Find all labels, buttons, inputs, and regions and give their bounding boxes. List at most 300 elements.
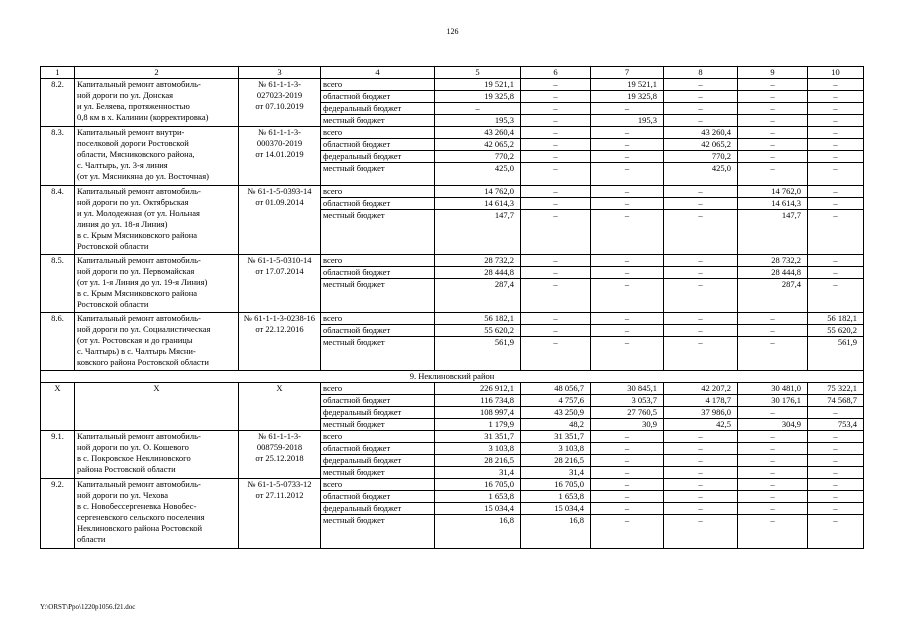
item-document: [239, 127, 321, 186]
item-name-line: Капитальный ремонт автомобиль-: [77, 313, 201, 323]
empty-value: –: [591, 503, 664, 515]
funding-source: федеральный бюджет: [321, 503, 435, 515]
empty-value: –: [521, 115, 591, 127]
empty-value: –: [808, 479, 864, 491]
empty-value: –: [521, 127, 591, 139]
empty-value: –: [664, 431, 738, 443]
funding-source: всего: [321, 127, 435, 139]
item-document-line: от 14.01.2019: [255, 149, 304, 159]
item-document: [239, 255, 321, 313]
empty-value: –: [738, 443, 808, 455]
empty-value: –: [664, 515, 738, 549]
empty-value: –: [591, 515, 664, 549]
item-document-line: 027023-2019: [256, 90, 303, 100]
empty-value: –: [591, 127, 664, 139]
empty-value: –: [664, 186, 738, 198]
page-number: 126: [446, 27, 459, 36]
empty-value: –: [664, 455, 738, 467]
amount-cell: 19 521,1: [435, 79, 521, 91]
item-name-line: ной дороги по ул. Донская: [77, 90, 174, 100]
item-name-line: Ростовской области: [77, 299, 149, 309]
funding-source: местный бюджет: [321, 163, 435, 186]
empty-value: –: [591, 467, 664, 479]
amount-cell: 3 103,8: [435, 443, 521, 455]
funding-source: федеральный бюджет: [321, 407, 435, 419]
column-number: 3: [239, 67, 321, 79]
amount-cell: 42,5: [664, 419, 738, 431]
amount-cell: 48 056,7: [521, 383, 591, 395]
empty-value: –: [738, 103, 808, 115]
item-name-line: линия до ул. 18-я Линия): [77, 219, 168, 229]
funding-source: местный бюджет: [321, 115, 435, 127]
funding-source: областной бюджет: [321, 91, 435, 103]
item-document: [239, 431, 321, 479]
empty-value: –: [591, 186, 664, 198]
amount-cell: 28 732,2: [435, 255, 521, 267]
funding-source: федеральный бюджет: [321, 151, 435, 163]
empty-value: –: [521, 79, 591, 91]
file-path-footer: Y:\ORST\Ppo\1220p1056.f21.doc: [40, 603, 136, 611]
amount-cell: 287,4: [738, 279, 808, 313]
amount-cell: 42 065,2: [664, 139, 738, 151]
empty-value: –: [808, 279, 864, 313]
empty-value: –: [808, 503, 864, 515]
amount-cell: 30,9: [591, 419, 664, 431]
empty-value: –: [664, 255, 738, 267]
empty-value: –: [591, 455, 664, 467]
item-name-line: ковского района Ростовской области: [77, 357, 209, 367]
empty-value: –: [738, 139, 808, 151]
empty-value: –: [738, 467, 808, 479]
empty-value: –: [591, 491, 664, 503]
item-name: [75, 186, 239, 255]
item-name-line: области, Мясниковского района,: [77, 149, 195, 159]
empty-value: –: [808, 127, 864, 139]
empty-value: –: [591, 139, 664, 151]
item-name-line: Неклиновского района Ростовской: [77, 523, 203, 533]
empty-value: –: [738, 91, 808, 103]
empty-value: –: [521, 91, 591, 103]
item-number: 8.3.: [41, 127, 75, 186]
empty-value: –: [591, 443, 664, 455]
item-name-line: Капитальный ремонт автомобиль-: [77, 255, 201, 265]
amount-cell: 28 444,8: [738, 267, 808, 279]
empty-value: –: [664, 443, 738, 455]
item-document-line: № 61-1-1-3-: [258, 127, 301, 137]
funding-source: всего: [321, 79, 435, 91]
item-document-line: № 61-1-1-3-0238-16: [243, 313, 316, 323]
item-document-line: № 61-1-1-3-: [258, 431, 301, 441]
empty-value: –: [591, 151, 664, 163]
empty-value: –: [591, 255, 664, 267]
amount-cell: 425,0: [435, 163, 521, 186]
empty-value: –: [808, 255, 864, 267]
amount-cell: 30 481,0: [738, 383, 808, 395]
item-name: [75, 79, 239, 127]
item-name-line: поселковой дороги Ростовской: [77, 138, 189, 148]
empty-value: –: [521, 337, 591, 371]
empty-value: –: [808, 163, 864, 186]
funding-source: областной бюджет: [321, 325, 435, 337]
empty-value: –: [521, 325, 591, 337]
empty-value: –: [808, 467, 864, 479]
amount-cell: 31 351,7: [435, 431, 521, 443]
empty-value: –: [738, 431, 808, 443]
empty-value: –: [591, 325, 664, 337]
empty-value: –: [664, 467, 738, 479]
empty-value: –: [808, 210, 864, 255]
empty-value: –: [738, 337, 808, 371]
item-name: [75, 431, 239, 479]
amount-cell: 75 322,1: [808, 383, 864, 395]
empty-value: –: [808, 103, 864, 115]
amount-cell: 147,7: [738, 210, 808, 255]
amount-cell: 19 521,1: [591, 79, 664, 91]
item-document-line: № 61-1-5-0393-14: [247, 186, 312, 196]
empty-value: –: [664, 103, 738, 115]
empty-value: –: [521, 198, 591, 210]
empty-value: –: [521, 103, 591, 115]
item-name-line: с. Чалтырь) в с. Чалтырь Мясни-: [77, 346, 196, 356]
item-document-line: от 17.07.2014: [255, 266, 304, 276]
empty-value: –: [591, 267, 664, 279]
column-number-row: [41, 67, 864, 79]
amount-cell: 753,4: [808, 419, 864, 431]
funding-source: областной бюджет: [321, 491, 435, 503]
empty-value: –: [664, 267, 738, 279]
item-name-line: и ул. Молодежная (от ул. Нольная: [77, 208, 200, 218]
empty-value: –: [808, 139, 864, 151]
amount-cell: 56 182,1: [808, 313, 864, 325]
item-name-line: области: [77, 534, 106, 544]
funding-source: местный бюджет: [321, 467, 435, 479]
amount-cell: 27 760,5: [591, 407, 664, 419]
empty-value: –: [591, 479, 664, 491]
item-document-line: от 01.09.2014: [255, 197, 304, 207]
empty-value: –: [591, 313, 664, 325]
item-name-line: в с. Покровское Неклиновского: [77, 453, 191, 463]
item-document-line: 008759-2018: [256, 442, 303, 452]
amount-cell: 55 620,2: [435, 325, 521, 337]
empty-value: –: [521, 139, 591, 151]
item-name-line: Капитальный ремонт внутри-: [77, 127, 185, 137]
funding-source: областной бюджет: [321, 443, 435, 455]
table-row: [41, 383, 864, 395]
item-name-line: Капитальный ремонт автомобиль-: [77, 186, 201, 196]
item-name-line: Капитальный ремонт автомобиль-: [77, 79, 201, 89]
empty-value: –: [808, 443, 864, 455]
item-document-line: от 25.12.2018: [255, 453, 304, 463]
empty-value: –: [808, 455, 864, 467]
item-name-line: ной дороги по ул. Чехова: [77, 490, 169, 500]
empty-value: –: [808, 115, 864, 127]
item-name: [75, 313, 239, 371]
amount-cell: 19 325,8: [591, 91, 664, 103]
funding-source: всего: [321, 479, 435, 491]
item-name: [75, 255, 239, 313]
empty-value: –: [591, 198, 664, 210]
item-name-line: 0,8 км в х. Калинин (корректировка): [77, 112, 209, 122]
amount-cell: 561,9: [808, 337, 864, 371]
total-x-mark: Х: [41, 383, 75, 431]
funding-source: федеральный бюджет: [321, 455, 435, 467]
table-row: [41, 186, 864, 198]
column-number: 2: [75, 67, 239, 79]
item-name: [75, 127, 239, 186]
amount-cell: 4 178,7: [664, 395, 738, 407]
table-row: [41, 255, 864, 267]
amount-cell: 56 182,1: [435, 313, 521, 325]
empty-value: –: [808, 431, 864, 443]
total-x-mark: Х: [239, 383, 321, 431]
amount-cell: 4 757,6: [521, 395, 591, 407]
amount-cell: 287,4: [435, 279, 521, 313]
empty-value: –: [808, 407, 864, 419]
empty-value: –: [591, 337, 664, 371]
item-name-line: в с. Крым Мясниковского района: [77, 230, 198, 240]
item-name-line: ной дороги по ул. Октябрьская: [77, 197, 189, 207]
funding-source: местный бюджет: [321, 279, 435, 313]
empty-value: –: [664, 479, 738, 491]
table-row: [41, 79, 864, 91]
empty-value: –: [664, 115, 738, 127]
item-name-line: Капитальный ремонт автомобиль-: [77, 479, 201, 489]
item-document: [239, 186, 321, 255]
amount-cell: 42 065,2: [435, 139, 521, 151]
item-name-line: Капитальный ремонт автомобиль-: [77, 431, 201, 441]
funding-source: всего: [321, 255, 435, 267]
amount-cell: 1 653,8: [521, 491, 591, 503]
item-name-line: и ул. Беляева, протяженностью: [77, 101, 190, 111]
empty-value: –: [808, 79, 864, 91]
empty-value: –: [808, 186, 864, 198]
empty-value: –: [664, 337, 738, 371]
amount-cell: 770,2: [664, 151, 738, 163]
funding-source: областной бюджет: [321, 267, 435, 279]
empty-value: –: [521, 279, 591, 313]
empty-value: –: [738, 163, 808, 186]
funding-source: всего: [321, 431, 435, 443]
amount-cell: 304,9: [738, 419, 808, 431]
empty-value: –: [521, 186, 591, 198]
item-number: 8.6.: [41, 313, 75, 371]
empty-value: –: [738, 313, 808, 325]
amount-cell: 31,4: [435, 467, 521, 479]
table-row: [41, 479, 864, 491]
item-document-line: 000370-2019: [256, 138, 303, 148]
empty-value: –: [664, 325, 738, 337]
amount-cell: 43 260,4: [664, 127, 738, 139]
empty-value: –: [664, 313, 738, 325]
table-row: [41, 313, 864, 325]
total-x-mark: Х: [75, 383, 239, 431]
empty-value: –: [664, 91, 738, 103]
amount-cell: 43 260,4: [435, 127, 521, 139]
amount-cell: 16 705,0: [521, 479, 591, 491]
amount-cell: 48,2: [521, 419, 591, 431]
item-name-line: ной дороги по ул. О. Кошевого: [77, 442, 189, 452]
item-document: [239, 79, 321, 127]
amount-cell: 1 653,8: [435, 491, 521, 503]
funding-source: всего: [321, 186, 435, 198]
item-document: [239, 479, 321, 549]
empty-value: –: [808, 151, 864, 163]
amount-cell: 43 250,9: [521, 407, 591, 419]
empty-value: –: [521, 151, 591, 163]
item-name-line: ной дороги по ул. Первомайская: [77, 266, 195, 276]
empty-value: –: [664, 79, 738, 91]
item-name-line: в с. Новобессергеневка Новобес-: [77, 501, 197, 511]
empty-value: –: [738, 491, 808, 503]
item-number: 8.2.: [41, 79, 75, 127]
amount-cell: 28 732,2: [738, 255, 808, 267]
amount-cell: 1 179,9: [435, 419, 521, 431]
item-name-line: района Ростовской области: [77, 464, 176, 474]
empty-value: –: [591, 279, 664, 313]
empty-value: –: [808, 91, 864, 103]
amount-cell: 42 207,2: [664, 383, 738, 395]
amount-cell: 14 614,3: [435, 198, 521, 210]
amount-cell: 30 845,1: [591, 383, 664, 395]
column-number: 5: [435, 67, 521, 79]
item-document-line: № 61-1-5-0733-12: [247, 479, 312, 489]
empty-value: –: [435, 103, 521, 115]
table-row: [41, 431, 864, 443]
empty-value: –: [738, 503, 808, 515]
item-document-line: от 27.11.2012: [255, 490, 304, 500]
empty-value: –: [591, 431, 664, 443]
empty-value: –: [808, 198, 864, 210]
amount-cell: 16 705,0: [435, 479, 521, 491]
amount-cell: 28 216,5: [435, 455, 521, 467]
amount-cell: 16,8: [435, 515, 521, 549]
empty-value: –: [664, 491, 738, 503]
amount-cell: 15 034,4: [521, 503, 591, 515]
amount-cell: 55 620,2: [808, 325, 864, 337]
funding-source: местный бюджет: [321, 419, 435, 431]
amount-cell: 14 762,0: [738, 186, 808, 198]
column-number: 1: [41, 67, 75, 79]
empty-value: –: [808, 491, 864, 503]
item-document-line: от 22.12.2016: [255, 324, 304, 334]
empty-value: –: [738, 79, 808, 91]
item-name-line: в с. Крым Мясниковского района: [77, 288, 198, 298]
empty-value: –: [521, 163, 591, 186]
region-row: [41, 371, 864, 383]
funding-source: всего: [321, 383, 435, 395]
empty-value: –: [738, 127, 808, 139]
item-name-line: с. Чалтырь, ул. 3-я линия: [77, 160, 168, 170]
item-document: [239, 313, 321, 371]
amount-cell: 19 325,8: [435, 91, 521, 103]
table-row: [41, 127, 864, 139]
item-name-line: (от ул. Мясникяна до ул. Восточная): [77, 171, 209, 181]
column-number: 8: [664, 67, 738, 79]
amount-cell: 3 053,7: [591, 395, 664, 407]
empty-value: –: [738, 515, 808, 549]
funding-source: местный бюджет: [321, 210, 435, 255]
amount-cell: 561,9: [435, 337, 521, 371]
amount-cell: 116 734,8: [435, 395, 521, 407]
funding-source: всего: [321, 313, 435, 325]
empty-value: –: [738, 151, 808, 163]
financing-table: [40, 66, 864, 549]
empty-value: –: [808, 515, 864, 549]
column-number: 10: [808, 67, 864, 79]
item-document-line: № 61-1-5-0310-14: [247, 255, 312, 265]
funding-source: местный бюджет: [321, 515, 435, 549]
empty-value: –: [591, 103, 664, 115]
empty-value: –: [808, 267, 864, 279]
empty-value: –: [738, 455, 808, 467]
empty-value: –: [521, 210, 591, 255]
amount-cell: 108 997,4: [435, 407, 521, 419]
funding-source: областной бюджет: [321, 395, 435, 407]
amount-cell: 195,3: [435, 115, 521, 127]
funding-source: областной бюджет: [321, 139, 435, 151]
funding-source: федеральный бюджет: [321, 103, 435, 115]
funding-source: местный бюджет: [321, 337, 435, 371]
amount-cell: 14 762,0: [435, 186, 521, 198]
amount-cell: 28 444,8: [435, 267, 521, 279]
item-number: 8.4.: [41, 186, 75, 255]
item-name-line: сергеневского сельского поселения: [77, 512, 205, 522]
empty-value: –: [664, 198, 738, 210]
empty-value: –: [664, 279, 738, 313]
empty-value: –: [521, 255, 591, 267]
amount-cell: 31 351,7: [521, 431, 591, 443]
empty-value: –: [738, 115, 808, 127]
empty-value: –: [738, 479, 808, 491]
item-document-line: № 61-1-1-3-: [258, 79, 301, 89]
amount-cell: 16,8: [521, 515, 591, 549]
region-title: 9. Неклиновский район: [41, 371, 864, 383]
item-name-line: ной дороги по ул. Социалистическая: [77, 324, 211, 334]
item-number: 9.2.: [41, 479, 75, 549]
empty-value: –: [591, 210, 664, 255]
empty-value: –: [664, 210, 738, 255]
amount-cell: 37 986,0: [664, 407, 738, 419]
column-number: 7: [591, 67, 664, 79]
item-number: 9.1.: [41, 431, 75, 479]
column-number: 6: [521, 67, 591, 79]
item-number: 8.5.: [41, 255, 75, 313]
amount-cell: 3 103,8: [521, 443, 591, 455]
empty-value: –: [738, 325, 808, 337]
item-name: [75, 479, 239, 549]
amount-cell: 425,0: [664, 163, 738, 186]
amount-cell: 14 614,3: [738, 198, 808, 210]
amount-cell: 74 568,7: [808, 395, 864, 407]
empty-value: –: [738, 407, 808, 419]
amount-cell: 30 176,1: [738, 395, 808, 407]
item-name-line: (от ул. 1-я Линия до ул. 19-я Линия): [77, 277, 208, 287]
item-document-line: от 07.10.2019: [255, 101, 304, 111]
column-number: 9: [738, 67, 808, 79]
empty-value: –: [521, 267, 591, 279]
item-name-line: (от ул. Ростовская и до границы: [77, 335, 193, 345]
amount-cell: 770,2: [435, 151, 521, 163]
amount-cell: 195,3: [591, 115, 664, 127]
funding-source: областной бюджет: [321, 198, 435, 210]
amount-cell: 147,7: [435, 210, 521, 255]
amount-cell: 226 912,1: [435, 383, 521, 395]
empty-value: –: [664, 503, 738, 515]
amount-cell: 28 216,5: [521, 455, 591, 467]
empty-value: –: [591, 163, 664, 186]
empty-value: –: [521, 313, 591, 325]
amount-cell: 31,4: [521, 467, 591, 479]
